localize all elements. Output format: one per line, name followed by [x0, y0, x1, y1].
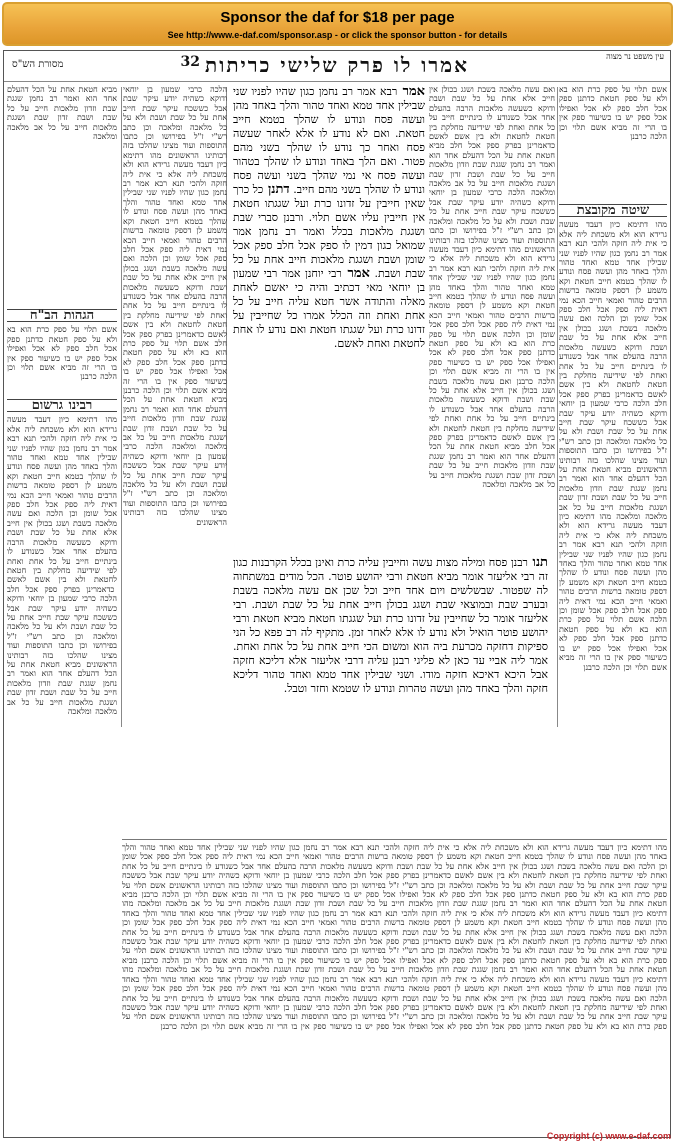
bottom-text-2: ואם עשה מלאכה בשבת ושגג בכולן אין חייב אלא אחת על כל שבת ושבת ודוקא כשעשה מלאכות הרבה בהעלם אחד אבל כשנודע לו בינתיים חייב על כל אחת ואחת לפי שידיעה מחלקת בין חטאת לחטאת ולא בין אשם לאשם כדאמרינן בפרק ספק אכל חלב [122, 861, 667, 881]
rashi-text-4: מהו דתימא כיון דעבד מעשה גרידא הוא ולא משכחת ליה אלא כי אית ליה חזקה ולהכי תנא רבא אמר רב נחמן כגון שהיו לפניו שני שבילין אחד טמא ואחד טהור והלך באחד מהן ועשה פסח ונודע לו שהלך בטמא חייב חטאת וקא משמע לן דספק טומאה ברשות הרבים טהור ואמאי חייב הכא נמי דאית ליה ספק אכל חלב ספק אכל שומן וכן הלכה [429, 244, 555, 339]
column-divider [557, 87, 558, 727]
bottom-text-1: מהו דתימא כיון דעבד מעשה גרידא הוא ולא משכחת ליה אלא כי אית ליה חזקה ולהכי תנא רבא אמר רב נחמן כגון שהיו לפניו שני שבילין אחד טמא ואחד טהור והלך באחד מהן ועשה פסח ונודע לו שהלך בטמא חייב חטאת וקא משמע לן דספק טומאה ברשות הרבים טהור ואמאי חייב הכא נמי דאית ליה ספק אכל חלב ספק אכל שומן וכן הלכה [122, 843, 667, 871]
bottom-text-7: ואם עשה מלאכה בשבת ושגג בכולן אין חייב אלא אחת על כל שבת ושבת ודוקא כשעשה מלאכות הרבה בהעלם אחד אבל כשנודע לו בינתיים חייב על כל אחת ואחת לפי שידיעה מחלקת בין חטאת לחטאת ולא בין אשם לאשם כדאמרינן בפרק ספק אכל חלב [122, 927, 667, 947]
shita-text-5: מהו דתימא כיון דעבד מעשה גרידא הוא ולא משכחת ליה אלא כי אית ליה חזקה ולהכי תנא רבא אמר רב נחמן כגון שהיו לפניו שני שבילין אחד טמא ואחד טהור והלך באחד מהן ועשה פסח ונודע לו שהלך בטמא חייב חטאת וקא משמע לן דספק טומאה ברשות הרבים טהור ואמאי חייב הכא נמי דאית ליה ספק אכל חלב ספק אכל שומן וכן הלכה [559, 512, 667, 625]
tosafot-text-3: ואם עשה מלאכה בשבת ושגג בכולן אין חייב אלא אחת על כל שבת ושבת ודוקא כשעשה מלאכות הרבה בהעלם אחד אבל כשנודע לו בינתיים חייב על כל אחת ואחת לפי שידיעה מחלקת בין חטאת לחטאת ולא בין אשם לאשם כדאמרינן בפרק ספק אכל חלב [123, 254, 227, 348]
tosafot-text-1: הלכה כרבי שמעון בן יוחאי ודוקא כשהיה יודע עיקר שבת אבל כששכח עיקר שבת חייב אחת על כל שבת ושבת ולא על כל מלאכה ומלאכה וכן כתב רש"י ז"ל בפירושו וכן כתבו התוספות ועוד מצינו שהלכו בזה רבותינו הראשונים [123, 85, 227, 160]
bottom-rule [122, 839, 667, 840]
bottom-text-3: הלכה כרבי שמעון בן יוחאי ודוקא כשהיה יודע עיקר שבת אבל כששכח עיקר שבת חייב אחת על כל שבת ושבת ולא על כל מלאכה ומלאכה וכן כתב רש"י ז"ל בפירושו וכן כתבו התוספות ועוד מצינו שהלכו בזה רבותינו הראשונים [122, 871, 667, 890]
rashi-text-5: אשם תלוי על ספק כרת הוא בא ולא על ספק חטאת כדתנן ספק אכל חלב ספק לא אכל ואפילו אכל ספק יש בו כשיעור ספק אין בו הרי זה מביא אשם תלוי וכן הלכה כרבנן [429, 329, 555, 386]
bottom-text-10: מביא חטאת אחת על הכל דהעלם אחד הוא ואמר רב נחמן שגגת שבת וזדון מלאכות חייב על כל שבת ושבת זדון שבת ושגגת מלאכות חייב על כל אב מלאכה ומלאכה [122, 955, 667, 975]
gemara-main-text-lower [233, 556, 548, 836]
rabbenu-text-1: מהו דתימא כיון דעבד מעשה גרידא הוא ולא משכחת ליה אלא כי אית ליה חזקה ולהכי תנא רבא אמר רב נחמן כגון שהיו לפניו שני שבילין אחד טמא ואחד טהור והלך באחד מהן ועשה פסח ונודע לו שהלך בטמא חייב חטאת וקא משמע לן דספק טומאה ברשות הרבים טהור ואמאי חייב הכא נמי דאית ליה ספק אכל חלב ספק אכל שומן וכן הלכה [7, 415, 117, 519]
shita-mekubetzet-column [559, 201, 667, 727]
ein-mishpat-column [559, 85, 667, 201]
rashi-text-7: מביא חטאת אחת על הכל דהעלם אחד הוא ואמר רב נחמן שגגת שבת וזדון מלאכות חייב על כל שבת ושבת זדון שבת ושגגת מלאכות חייב על כל אב מלאכה ומלאכה [429, 442, 555, 490]
gemara-paragraph: שבשלשים ויום אחד חייב וכל שכן אם עשה מלאכה בשבת ובערב שבת ובמוצאי שבת ושגג בכולן חייב אחת על כל שבת ושבת. רבי אליעזר אומר כל שחייבין על זדונו כרת ועל שגגתו חטאת מביא חטאת ורבי יהושע פוטר הואיל ולא נודע לו אלא לאחר זמן. [233, 584, 548, 639]
page-header [4, 51, 670, 82]
sponsor-subtitle[interactable]: See http://www.e-daf.com/sponsor.asp - or click the sponsor button - for details [167, 30, 508, 40]
rabbenu-text-3: הלכה כרבי שמעון בן יוחאי ודוקא כשהיה יודע עיקר שבת אבל כששכח עיקר שבת חייב אחת על כל שבת ושבת ולא על כל מלאכה ומלאכה וכן כתב רש"י ז"ל בפירושו וכן כתבו התוספות ועוד מצינו שהלכו בזה רבותינו הראשונים [7, 594, 117, 669]
masoret-label: מסורת הש"ס [12, 59, 64, 70]
shita-text-2: ואם עשה מלאכה בשבת ושגג בכולן אין חייב אלא אחת על כל שבת ושבת ודוקא כשעשה מלאכות הרבה בהעלם אחד אבל כשנודע לו בינתיים חייב על כל אחת ואחת לפי שידיעה מחלקת בין חטאת לחטאת ולא בין אשם לאשם כדאמרינן בפרק ספק אכל חלב [559, 314, 667, 409]
shita-text-6: אשם תלוי על ספק כרת הוא בא ולא על ספק חטאת כדתנן ספק אכל חלב ספק לא אכל ואפילו אכל ספק יש בו כשיעור ספק אין בו הרי זה מביא אשם תלוי וכן הלכה כרבנן [559, 615, 667, 672]
gemara-paragraph: כל כרך שאין חייבין על זדונו כרת ועל שגגתו חטאת אין חייבין עליו אשם תלוי. ורבנן סברי שבת ושגגת מלאכות בכלל ואמר רב נחמן אמר שמואל כגון דמין לו ספק אכל חלב ספק אכל שומן ושבת ושגגת מלאכות חייב אחת על כל שבת ושבת. [233, 183, 425, 280]
hagahot-column [7, 306, 117, 396]
gemara-paragraph: מתקיף לה רב פפא כל הני ספיקות דחזקה מכרעת ביה הוא ומשום הכי חייב אחת על כל אחת ואחת. אמר ליה אביי עד כאן לא פליגי רבנן עליה דרבי אליעזר אלא דליכא חזקה אבל היכא דאיכא חזקה מודו. ושני שבילין אחד טמא ואחד טהור דליכא חזקה והלך באחד מהן ועשה טהרות ונודע לו שטמא וחזר וטבל. [233, 626, 548, 695]
gemara-main-text [233, 85, 425, 555]
rabbenu-gershom-column [7, 396, 117, 836]
hagahot-text: אשם תלוי על ספק כרת הוא בא ולא על ספק חטאת כדתנן ספק אכל חלב ספק לא אכל ואפילו אכל ספק יש בו כשיעור ספק אין בו הרי זה מביא אשם תלוי וכן הלכה כרבנן [7, 325, 117, 382]
tosafot-text-2: מהו דתימא כיון דעבד מעשה גרידא הוא ולא משכחת ליה אלא כי אית ליה חזקה ולהכי תנא רבא אמר רב נחמן כגון שהיו לפניו שני שבילין אחד טמא ואחד טהור והלך באחד מהן ועשה פסח ונודע לו שהלך בטמא חייב חטאת וקא משמע לן דספק טומאה ברשות הרבים טהור ואמאי חייב הכא נמי דאית ליה ספק אכל חלב ספק אכל שומן וכן הלכה [123, 150, 227, 264]
rabbenu-text-2: ואם עשה מלאכה בשבת ושגג בכולן אין חייב אלא אחת על כל שבת ושבת ודוקא כשעשה מלאכות הרבה בהעלם אחד אבל כשנודע לו בינתיים חייב על כל אחת ואחת לפי שידיעה מחלקת בין חטאת לחטאת ולא בין אשם לאשם כדאמרינן בפרק ספק אכל חלב [7, 509, 117, 594]
rashi-text-6: ואם עשה מלאכה בשבת ושגג בכולן אין חייב אלא אחת על כל שבת ושבת ודוקא כשעשה מלאכות הרבה בהעלם אחד אבל כשנודע לו בינתיים חייב על כל אחת ואחת לפי שידיעה מחלקת בין חטאת לחטאת ולא בין אשם לאשם כדאמרינן בפרק ספק אכל חלב [429, 376, 555, 452]
tosafot-text-6: הלכה כרבי שמעון בן יוחאי ודוקא כשהיה יודע עיקר שבת אבל כששכח עיקר שבת חייב אחת על כל שבת ושבת ולא על כל מלאכה ומלאכה וכן כתב רש"י ז"ל בפירושו וכן כתבו התוספות ועוד מצינו שהלכו בזה רבותינו הראשונים [123, 442, 227, 527]
masoret-column [7, 85, 117, 305]
bottom-text-8: הלכה כרבי שמעון בן יוחאי ודוקא כשהיה יודע עיקר שבת אבל כששכח עיקר שבת חייב אחת על כל שבת ושבת ולא על כל מלאכה ומלאכה וכן כתב רש"י ז"ל בפירושו וכן כתבו התוספות ועוד מצינו שהלכו בזה רבותינו הראשונים [122, 937, 667, 956]
tosafot-text-5: מביא חטאת אחת על הכל דהעלם אחד הוא ואמר רב נחמן שגגת שבת וזדון מלאכות חייב על כל שבת ושבת זדון שבת ושגגת מלאכות חייב על כל אב מלאכה ומלאכה [123, 395, 227, 452]
bottom-commentary [122, 843, 667, 1133]
tosafot-commentary [123, 85, 227, 727]
sponsor-title[interactable]: Sponsor the daf for $18 per page [220, 9, 455, 26]
copyright-link[interactable]: Copyright (c) www.e-daf.com [546, 1131, 671, 1141]
bottom-text-6: מהו דתימא כיון דעבד מעשה גרידא הוא ולא משכחת ליה אלא כי אית ליה חזקה ולהכי תנא רבא אמר רב נחמן כגון שהיו לפניו שני שבילין אחד טמא ואחד טהור והלך באחד מהן ועשה פסח ונודע לו שהלך בטמא חייב חטאת וקא משמע לן דספק טומאה ברשות הרבים טהור ואמאי חייב הכא נמי דאית ליה ספק אכל חלב ספק אכל שומן וכן הלכה [122, 899, 667, 937]
column-divider [121, 87, 122, 727]
bottom-text-5: מביא חטאת אחת על הכל דהעלם אחד הוא ואמר רב נחמן שגגת שבת וזדון מלאכות חייב על כל שבת ושבת זדון שבת ושגגת מלאכות חייב על כל אב מלאכה ומלאכה [122, 890, 667, 909]
gemara-paragraph: רבא אמר רב נחמן כגון שהיו לפניו שני שבילין אחד טמא ואחד טהור והלך באחד מהן ועשה פסח ונודע לו שהלך בטמא חייב חטאת. ואם לא נודע לו אלא לאחר שעשה פסח ואחר כך נודע לו שהלך בשני מהם פטור. ואם הלך באחד ונודע לו שהלך בטהור ועשה פסח אי נמי שהלך בשני ועשה פסח ונודע לו שהלך בשני מהם חייב. [233, 85, 425, 196]
hagahot-heading: הגהות הב"ח [7, 309, 117, 322]
bottom-text-11: מהו דתימא כיון דעבד מעשה גרידא הוא ולא משכחת ליה אלא כי אית ליה חזקה ולהכי תנא רבא אמר רב נחמן כגון שהיו לפניו שני שבילין אחד טמא ואחד טהור והלך באחד מהן ועשה פסח ונודע לו שהלך בטמא חייב חטאת וקא משמע לן דספק טומאה ברשות הרבים טהור ואמאי חייב הכא נמי דאית ליה ספק אכל חלב ספק אכל שומן וכן הלכה [122, 965, 667, 1003]
sponsor-banner[interactable] [2, 2, 673, 46]
bottom-text-14: אשם תלוי על ספק כרת הוא בא ולא על ספק חטאת כדתנן ספק אכל חלב ספק לא אכל ואפילו אכל ספק יש בו כשיעור ספק אין בו הרי זה מביא אשם תלוי וכן הלכה כרבנן [122, 1012, 667, 1031]
bottom-text-9: אשם תלוי על ספק כרת הוא בא ולא על ספק חטאת כדתנן ספק אכל חלב ספק לא אכל ואפילו אכל ספק יש בו כשיעור ספק אין בו הרי זה מביא אשם תלוי וכן הלכה כרבנן [122, 946, 667, 965]
gemara-opening-word: תנו [527, 556, 548, 570]
shita-text-4: מביא חטאת אחת על הכל דהעלם אחד הוא ואמר רב נחמן שגגת שבת וזדון מלאכות חייב על כל שבת ושבת זדון שבת ושגגת מלאכות חייב על כל אב מלאכה ומלאכה [559, 464, 667, 521]
bottom-text-4: אשם תלוי על ספק כרת הוא בא ולא על ספק חטאת כדתנן ספק אכל חלב ספק לא אכל ואפילו אכל ספק יש בו כשיעור ספק אין בו הרי זה מביא אשם תלוי וכן הלכה כרבנן [122, 880, 667, 900]
page-title: אמרו לו פרק שלישי כריתות [205, 53, 469, 77]
rashi-text-1: ואם עשה מלאכה בשבת ושגג בכולן אין חייב אלא אחת על כל שבת ושבת ודוקא כשעשה מלאכות הרבה בהעלם אחד אבל כשנודע לו בינתיים חייב על כל אחת ואחת לפי שידיעה מחלקת בין חטאת לחטאת ולא בין אשם לאשם כדאמרינן בפרק ספק אכל חלב [429, 85, 555, 151]
rashi-text-3: הלכה כרבי שמעון בן יוחאי ודוקא כשהיה יודע עיקר שבת אבל כששכח עיקר שבת חייב אחת על כל שבת ושבת ולא על כל מלאכה ומלאכה וכן כתב רש"י ז"ל בפירושו וכן כתבו התוספות ועוד מצינו שהלכו בזה רבותינו הראשונים [429, 188, 555, 254]
ein-mishpat-text: אשם תלוי על ספק כרת הוא בא ולא על ספק חטאת כדתנן ספק אכל חלב ספק לא אכל ואפילו אכל ספק יש בו כשיעור ספק אין בו הרי זה מביא אשם תלוי וכן הלכה כרבנן [559, 85, 667, 142]
tosafot-text-4: אשם תלוי על ספק כרת הוא בא ולא על ספק חטאת כדתנן ספק אכל חלב ספק לא אכל ואפילו אכל ספק יש בו כשיעור ספק אין בו הרי זה מביא אשם תלוי וכן הלכה כרבנן [123, 338, 227, 395]
gemara-paragraph: רבנן פסח ומילה מצות עשה וחייבין עליה כרת ואינן בכלל הקרבנות כגון זה רבי אליעזר אומר מביא חטאת ורבי יהושע פוטר. הכל מודים במשתחוה לה שפטור. [233, 556, 548, 597]
rashi-text-2: מביא חטאת אחת על הכל דהעלם אחד הוא ואמר רב נחמן שגגת שבת וזדון מלאכות חייב על כל שבת ושבת זדון שבת ושגגת מלאכות חייב על כל אב מלאכה ומלאכה [429, 141, 555, 198]
bottom-text-12: ואם עשה מלאכה בשבת ושגג בכולן אין חייב אלא אחת על כל שבת ושבת ודוקא כשעשה מלאכות הרבה בהעלם אחד אבל כשנודע לו בינתיים חייב על כל אחת ואחת לפי שידיעה מחלקת בין חטאת לחטאת ולא בין אשם לאשם כדאמרינן בפרק ספק אכל חלב [122, 993, 667, 1012]
rabbenu-text-4: מביא חטאת אחת על הכל דהעלם אחד הוא ואמר רב נחמן שגגת שבת וזדון מלאכות חייב על כל שבת ושבת זדון שבת ושגגת מלאכות חייב על כל אב מלאכה ומלאכה [7, 659, 117, 716]
shita-text-3: הלכה כרבי שמעון בן יוחאי ודוקא כשהיה יודע עיקר שבת אבל כששכח עיקר שבת חייב אחת על כל שבת ושבת ולא על כל מלאכה ומלאכה וכן כתב רש"י ז"ל בפירושו וכן כתבו התוספות ועוד מצינו שהלכו בזה רבותינו הראשונים [559, 399, 667, 474]
masoret-text: מביא חטאת אחת על הכל דהעלם אחד הוא ואמר רב נחמן שגגת שבת וזדון מלאכות חייב על כל שבת ושבת זדון שבת ושגגת מלאכות חייב על כל אב מלאכה ומלאכה [7, 85, 117, 142]
shita-heading: שיטה מקובצת [559, 204, 667, 217]
gemara-opening-word: אמר [397, 85, 425, 99]
gemara-paragraph: רבי יוחנן אמר רבי שמעון בן יוחאי מאי דכתיב והיה כי יאשם לאחת מאלה והתודה אשר חטא עליה חייב על כל אחת ואחת וזה הכלל אמרו כל שחייבין על זדונו כרת ועל שגגתו חטאת ואם נודע לו אחת לחטאת ואחת לאשם. [233, 267, 425, 350]
rabbenu-heading: רבינו גרשום [7, 399, 117, 412]
shita-text-1: מהו דתימא כיון דעבד מעשה גרידא הוא ולא משכחת ליה אלא כי אית ליה חזקה ולהכי תנא רבא אמר רב נחמן כגון שהיו לפניו שני שבילין אחד טמא ואחד טהור והלך באחד מהן ועשה פסח ונודע לו שהלך בטמא חייב חטאת וקא משמע לן דספק טומאה ברשות הרבים טהור ואמאי חייב הכא נמי דאית ליה ספק אכל חלב ספק אכל שומן וכן הלכה [559, 220, 667, 324]
gemara-opening-word: אמר [341, 266, 370, 281]
bottom-text-13: הלכה כרבי שמעון בן יוחאי ודוקא כשהיה יודע עיקר שבת אבל כששכח עיקר שבת חייב אחת על כל שבת ושבת ולא על כל מלאכה ומלאכה וכן כתב רש"י ז"ל בפירושו וכן כתבו התוספות ועוד מצינו שהלכו בזה רבותינו הראשונים [122, 1002, 667, 1022]
daf-number: 32 [180, 54, 200, 70]
ein-mishpat-label: עין משפט נר מצוה [606, 52, 664, 61]
gemara-opening-word: דתנן [263, 182, 290, 197]
talmud-page [3, 50, 671, 1138]
